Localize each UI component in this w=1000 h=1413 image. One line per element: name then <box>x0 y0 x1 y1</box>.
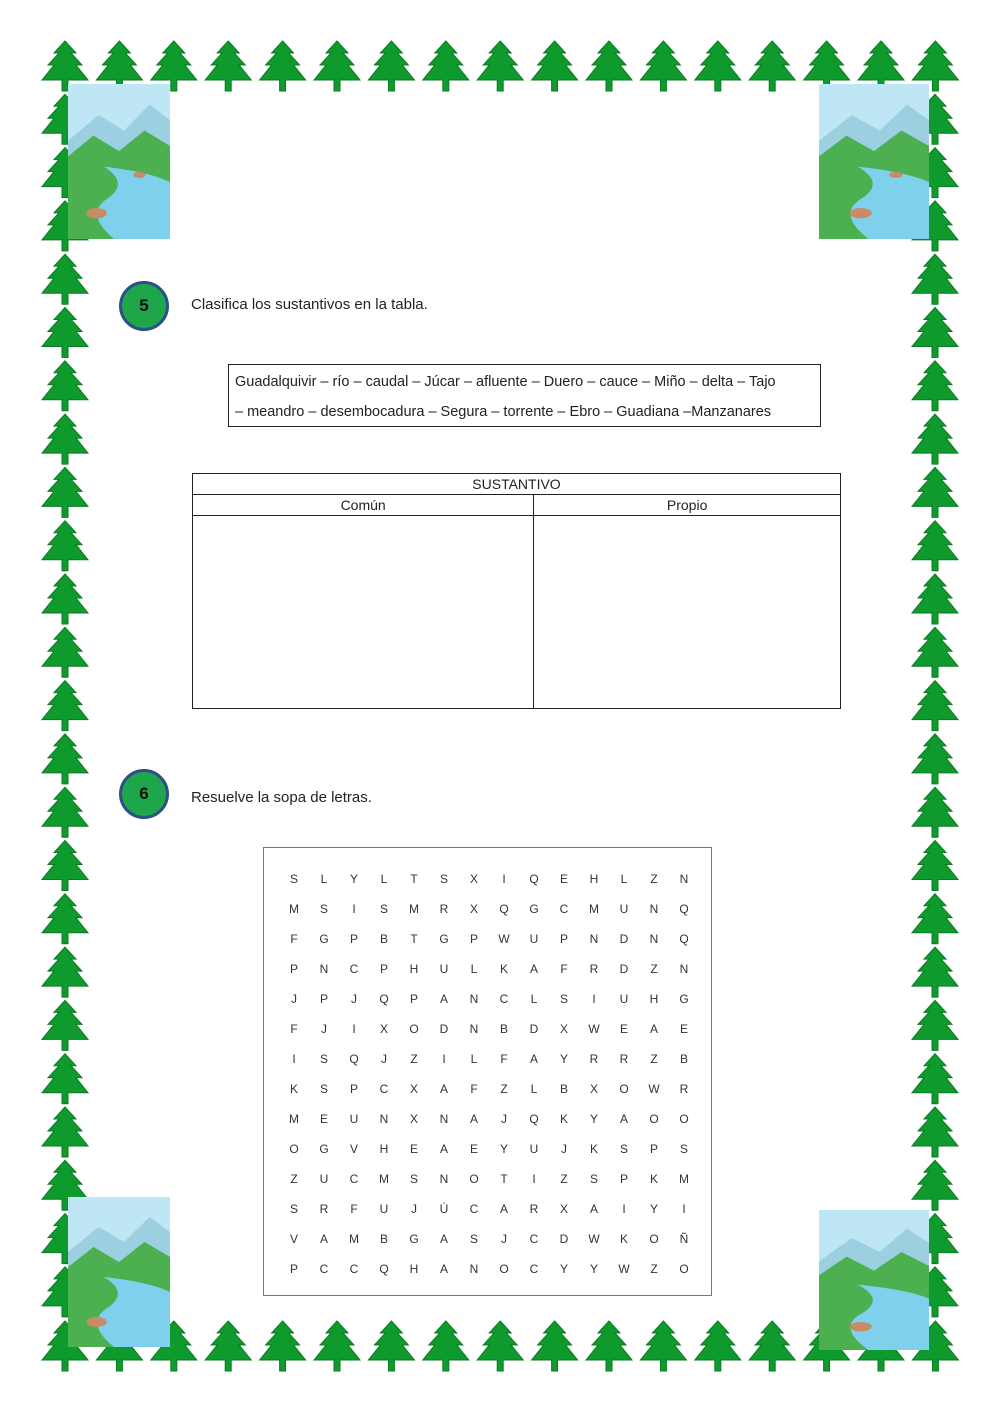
pine-tree-icon <box>586 1321 632 1371</box>
word-search-letter[interactable]: G <box>439 932 449 946</box>
word-search-letter[interactable]: K <box>559 1112 568 1126</box>
word-search-letter[interactable]: N <box>469 1022 479 1036</box>
word-search-letter[interactable]: Z <box>410 1052 418 1066</box>
word-search-letter[interactable]: S <box>289 1202 298 1216</box>
pine-tree-icon <box>912 308 958 358</box>
word-search-letter[interactable]: D <box>559 1232 569 1246</box>
pine-tree-icon <box>42 1054 88 1104</box>
word-search-letter[interactable]: U <box>619 902 629 916</box>
word-bank-box <box>228 364 821 427</box>
pine-tree-icon <box>912 521 958 571</box>
word-search-letter[interactable]: J <box>291 992 297 1006</box>
pine-tree-icon <box>42 1107 88 1157</box>
word-search-letter[interactable]: A <box>649 1022 658 1036</box>
pine-tree-icon <box>423 1321 469 1371</box>
pine-tree-icon <box>912 254 958 304</box>
word-search-letter[interactable]: P <box>379 962 388 976</box>
word-search-letter[interactable]: M <box>409 902 419 916</box>
word-search-letter[interactable]: B <box>379 1232 388 1246</box>
word-search-letter[interactable]: N <box>649 902 659 916</box>
word-search-letter[interactable]: T <box>410 872 418 886</box>
word-search-letter[interactable]: E <box>319 1112 328 1126</box>
word-search-letter[interactable]: Z <box>500 1082 508 1096</box>
word-search-letter[interactable]: S <box>619 1142 628 1156</box>
word-search-letter[interactable]: X <box>379 1022 388 1036</box>
column-header-propio: Propio <box>534 495 841 516</box>
word-search-letter[interactable]: R <box>529 1202 539 1216</box>
pine-tree-icon <box>912 627 958 677</box>
word-search-letter[interactable]: N <box>439 1172 449 1186</box>
pine-tree-icon <box>532 41 578 91</box>
word-search-letter[interactable]: P <box>289 1262 298 1276</box>
word-search-letter[interactable]: C <box>349 962 359 976</box>
word-search-letter[interactable]: P <box>349 932 358 946</box>
word-search-puzzle <box>263 847 712 1296</box>
word-search-letter[interactable]: G <box>319 932 329 946</box>
word-search-letter[interactable]: P <box>319 992 328 1006</box>
column-header-comun: Común <box>193 495 534 516</box>
word-search-letter[interactable]: M <box>589 902 599 916</box>
word-search-letter[interactable]: C <box>529 1262 539 1276</box>
corner-landscape-top-left <box>68 84 170 239</box>
word-search-letter[interactable]: L <box>620 872 628 886</box>
pine-tree-icon <box>42 841 88 891</box>
answer-cell-comun[interactable] <box>193 516 534 709</box>
word-search-letter[interactable]: G <box>319 1142 329 1156</box>
word-search-letter[interactable]: A <box>439 1142 448 1156</box>
word-search-letter[interactable]: K <box>649 1172 658 1186</box>
pine-tree-icon <box>912 361 958 411</box>
word-search-letter[interactable]: L <box>470 962 478 976</box>
answer-cell-propio[interactable] <box>534 516 841 709</box>
word-search-letter[interactable]: Q <box>379 992 389 1006</box>
word-search-letter[interactable]: J <box>561 1142 567 1156</box>
pine-tree-icon <box>260 41 306 91</box>
word-search-letter[interactable]: X <box>409 1112 418 1126</box>
pine-tree-icon <box>42 521 88 571</box>
word-search-letter[interactable]: O <box>619 1082 629 1096</box>
word-search-letter[interactable]: A <box>469 1112 478 1126</box>
word-search-letter[interactable]: E <box>409 1142 418 1156</box>
word-search-letter[interactable]: O <box>679 1112 689 1126</box>
corner-landscape-bottom-left <box>68 1197 170 1347</box>
pine-tree-icon <box>314 41 360 91</box>
pine-tree-icon <box>912 1160 958 1210</box>
pine-tree-icon <box>912 1054 958 1104</box>
pine-tree-icon <box>532 1321 578 1371</box>
word-search-letter[interactable]: D <box>619 962 629 976</box>
word-search-letter[interactable]: B <box>379 932 388 946</box>
exercise-6-instruction: Resuelve la sopa de letras. <box>191 789 372 806</box>
word-search-letter[interactable]: Y <box>499 1142 508 1156</box>
word-search-letter[interactable]: S <box>439 872 448 886</box>
word-search-letter[interactable]: E <box>559 872 568 886</box>
word-search-letter[interactable]: Z <box>650 1262 658 1276</box>
word-search-letter[interactable]: F <box>470 1082 478 1096</box>
word-search-letter[interactable]: J <box>351 992 357 1006</box>
word-search-letter[interactable]: P <box>349 1082 358 1096</box>
word-search-letter[interactable]: I <box>502 872 506 886</box>
word-search-letter[interactable]: I <box>592 992 596 1006</box>
word-search-letter[interactable]: C <box>379 1082 389 1096</box>
corner-landscape-bottom-right <box>819 1210 929 1350</box>
word-search-letter[interactable]: F <box>350 1202 358 1216</box>
word-search-letter[interactable]: K <box>619 1232 628 1246</box>
word-search-letter[interactable]: A <box>319 1232 328 1246</box>
word-search-letter[interactable]: Ñ <box>679 1232 689 1246</box>
pine-tree-icon <box>477 1321 523 1371</box>
word-search-letter[interactable]: S <box>409 1172 418 1186</box>
word-search-letter[interactable]: N <box>319 962 329 976</box>
word-search-letter[interactable]: O <box>649 1232 659 1246</box>
pine-tree-icon <box>423 41 469 91</box>
word-search-letter[interactable]: P <box>559 932 568 946</box>
pine-tree-icon <box>640 41 686 91</box>
word-search-letter[interactable]: P <box>619 1172 628 1186</box>
word-search-letter[interactable]: Q <box>679 902 689 916</box>
word-search-letter[interactable]: O <box>679 1262 689 1276</box>
exercise-6-badge <box>119 769 169 819</box>
word-search-letter[interactable]: J <box>501 1112 507 1126</box>
word-search-letter[interactable]: S <box>319 1052 328 1066</box>
word-search-letter[interactable]: T <box>410 932 418 946</box>
pine-tree-icon <box>42 414 88 464</box>
word-search-letter[interactable]: Z <box>290 1172 298 1186</box>
word-search-letter[interactable]: S <box>559 992 568 1006</box>
word-search-letter[interactable]: M <box>349 1232 359 1246</box>
word-search-letter[interactable]: A <box>619 1112 628 1126</box>
word-search-letter[interactable]: X <box>559 1022 568 1036</box>
pine-tree-icon <box>749 41 795 91</box>
word-search-letter[interactable]: N <box>589 932 599 946</box>
word-search-letter[interactable]: M <box>379 1172 389 1186</box>
word-search-letter[interactable]: L <box>530 1082 538 1096</box>
word-search-letter[interactable]: N <box>379 1112 389 1126</box>
pine-tree-icon <box>912 414 958 464</box>
pine-tree-icon <box>42 947 88 997</box>
word-search-letter[interactable]: Q <box>349 1052 359 1066</box>
word-search-letter[interactable]: P <box>289 962 298 976</box>
pine-tree-icon <box>42 574 88 624</box>
pine-tree-icon <box>912 467 958 517</box>
word-search-letter[interactable]: G <box>679 992 689 1006</box>
table-title: SUSTANTIVO <box>193 474 841 495</box>
pine-tree-icon <box>912 947 958 997</box>
word-search-letter[interactable]: L <box>530 992 538 1006</box>
word-search-letter[interactable]: Y <box>559 1052 568 1066</box>
pine-tree-icon <box>912 841 958 891</box>
pine-tree-icon <box>42 894 88 944</box>
pine-tree-icon <box>912 1107 958 1157</box>
word-search-letter[interactable]: Z <box>650 1052 658 1066</box>
pine-tree-icon <box>205 1321 251 1371</box>
word-search-letter[interactable]: C <box>319 1262 329 1276</box>
word-search-letter[interactable]: N <box>679 872 689 886</box>
word-search-letter[interactable]: B <box>559 1082 568 1096</box>
word-search-letter[interactable]: I <box>292 1052 296 1066</box>
word-bank-line-2: – meandro – desembocadura – Segura – torrente – Ebro – Guadiana –Manzanares <box>235 404 772 420</box>
word-search-letter[interactable]: X <box>469 872 478 886</box>
word-search-letter[interactable]: C <box>529 1232 539 1246</box>
pine-tree-icon <box>42 361 88 411</box>
word-search-letter[interactable]: Y <box>559 1262 568 1276</box>
pine-tree-icon <box>477 41 523 91</box>
word-search-letter[interactable]: H <box>409 962 419 976</box>
word-search-letter[interactable]: A <box>439 1262 448 1276</box>
word-search-letter[interactable]: X <box>469 902 478 916</box>
word-search-letter[interactable]: W <box>588 1232 600 1246</box>
word-search-letter[interactable]: C <box>499 992 509 1006</box>
exercise-5-instruction: Clasifica los sustantivos en la tabla. <box>191 296 428 313</box>
word-search-letter[interactable]: D <box>619 932 629 946</box>
pine-tree-icon <box>695 1321 741 1371</box>
pine-tree-icon <box>912 1000 958 1050</box>
word-search-letter[interactable]: X <box>409 1082 418 1096</box>
word-search-letter[interactable]: H <box>649 992 659 1006</box>
word-search-letter[interactable]: U <box>349 1112 359 1126</box>
word-search-letter[interactable]: C <box>559 902 569 916</box>
word-search-letter[interactable]: M <box>679 1172 689 1186</box>
word-search-letter[interactable]: Q <box>379 1262 389 1276</box>
word-search-letter[interactable]: D <box>529 1022 539 1036</box>
word-search-letter[interactable]: S <box>319 1082 328 1096</box>
word-search-letter[interactable]: C <box>349 1172 359 1186</box>
pine-tree-icon <box>586 41 632 91</box>
word-search-letter[interactable]: O <box>499 1262 509 1276</box>
word-search-letter[interactable]: O <box>289 1142 299 1156</box>
word-search-letter[interactable]: F <box>500 1052 508 1066</box>
pine-tree-icon <box>640 1321 686 1371</box>
word-search-letter[interactable]: R <box>589 1052 599 1066</box>
word-search-letter[interactable]: R <box>679 1082 689 1096</box>
word-search-letter[interactable]: U <box>529 932 539 946</box>
word-search-letter[interactable]: M <box>289 1112 299 1126</box>
word-search-letter[interactable]: G <box>409 1232 419 1246</box>
word-search-letter[interactable]: H <box>589 872 599 886</box>
word-search-letter[interactable]: P <box>469 932 478 946</box>
word-search-letter[interactable]: A <box>589 1202 598 1216</box>
word-search-letter[interactable]: L <box>470 1052 478 1066</box>
word-search-letter[interactable]: A <box>529 1052 538 1066</box>
word-search-letter[interactable]: I <box>352 902 356 916</box>
word-search-letter[interactable]: S <box>379 902 388 916</box>
word-search-letter[interactable]: J <box>501 1232 507 1246</box>
word-search-letter[interactable]: I <box>682 1202 686 1216</box>
word-search-letter[interactable]: X <box>589 1082 598 1096</box>
word-search-letter[interactable]: O <box>409 1022 419 1036</box>
word-search-letter[interactable]: D <box>439 1022 449 1036</box>
pine-tree-icon <box>205 41 251 91</box>
word-search-letter[interactable]: E <box>619 1022 628 1036</box>
word-search-letter[interactable]: E <box>469 1142 478 1156</box>
pine-tree-icon <box>912 894 958 944</box>
exercise-6-number: 6 <box>139 784 149 803</box>
pine-tree-icon <box>695 41 741 91</box>
pine-tree-icon <box>912 787 958 837</box>
word-search-letter[interactable]: K <box>499 962 508 976</box>
word-search-letter[interactable]: Y <box>589 1112 598 1126</box>
word-search-letter[interactable]: Y <box>589 1262 598 1276</box>
pine-tree-icon <box>314 1321 360 1371</box>
word-search-letter[interactable]: F <box>290 1022 298 1036</box>
word-search-letter[interactable]: S <box>289 872 298 886</box>
pine-tree-icon <box>912 574 958 624</box>
word-search-letter[interactable]: W <box>498 932 510 946</box>
word-search-letter[interactable]: N <box>649 932 659 946</box>
pine-tree-icon <box>42 787 88 837</box>
word-search-letter[interactable]: Z <box>560 1172 568 1186</box>
noun-classification-table <box>192 473 841 709</box>
word-search-letter[interactable]: U <box>619 992 629 1006</box>
word-search-letter[interactable]: I <box>622 1202 626 1216</box>
word-search-letter[interactable]: L <box>320 872 328 886</box>
word-search-grid <box>279 864 699 1284</box>
word-search-letter[interactable]: Y <box>349 872 358 886</box>
word-search-letter[interactable]: Y <box>649 1202 658 1216</box>
pine-tree-icon <box>42 681 88 731</box>
word-search-letter[interactable]: H <box>379 1142 389 1156</box>
word-search-letter[interactable]: R <box>439 902 449 916</box>
word-search-letter[interactable]: E <box>679 1022 688 1036</box>
word-search-letter[interactable]: A <box>439 1082 448 1096</box>
pine-tree-icon <box>912 734 958 784</box>
word-search-letter[interactable]: Z <box>650 962 658 976</box>
pine-tree-icon <box>368 1321 414 1371</box>
word-search-letter[interactable]: Ú <box>439 1202 449 1216</box>
corner-landscape-top-right <box>819 84 929 239</box>
word-search-letter[interactable]: J <box>381 1052 387 1066</box>
word-search-letter[interactable]: W <box>648 1082 660 1096</box>
word-search-letter[interactable]: O <box>469 1172 479 1186</box>
word-search-letter[interactable]: X <box>559 1202 568 1216</box>
word-search-letter[interactable]: Q <box>499 902 509 916</box>
pine-tree-icon <box>749 1321 795 1371</box>
word-search-letter[interactable]: V <box>349 1142 358 1156</box>
word-search-letter[interactable]: S <box>589 1172 598 1186</box>
word-search-letter[interactable]: Q <box>529 1112 539 1126</box>
pine-tree-icon <box>42 1000 88 1050</box>
word-search-letter[interactable]: U <box>379 1202 389 1216</box>
word-search-letter[interactable]: I <box>442 1052 446 1066</box>
word-search-letter[interactable]: Q <box>679 932 689 946</box>
word-search-letter[interactable]: R <box>319 1202 329 1216</box>
word-search-letter[interactable]: C <box>469 1202 479 1216</box>
word-search-letter[interactable]: W <box>588 1022 600 1036</box>
word-search-letter[interactable]: U <box>529 1142 539 1156</box>
word-search-letter[interactable]: K <box>289 1082 298 1096</box>
word-search-letter[interactable]: Z <box>650 872 658 886</box>
pine-tree-icon <box>42 308 88 358</box>
word-search-letter[interactable]: S <box>679 1142 688 1156</box>
pine-tree-icon <box>42 254 88 304</box>
word-search-letter[interactable]: B <box>679 1052 688 1066</box>
word-search-letter[interactable]: V <box>289 1232 298 1246</box>
word-search-letter[interactable]: F <box>290 932 298 946</box>
word-search-letter[interactable]: N <box>469 992 479 1006</box>
word-search-letter[interactable]: T <box>500 1172 508 1186</box>
word-search-letter[interactable]: A <box>439 992 448 1006</box>
word-search-letter[interactable]: S <box>319 902 328 916</box>
word-search-letter[interactable]: U <box>439 962 449 976</box>
word-search-letter[interactable]: K <box>589 1142 598 1156</box>
word-search-letter[interactable]: S <box>469 1232 478 1246</box>
word-search-letter[interactable]: U <box>319 1172 329 1186</box>
word-search-letter[interactable]: C <box>349 1262 359 1276</box>
exercise-5-badge <box>119 281 169 331</box>
word-search-letter[interactable]: A <box>529 962 538 976</box>
pine-tree-icon <box>42 627 88 677</box>
word-search-letter[interactable]: G <box>529 902 539 916</box>
word-search-letter[interactable]: N <box>679 962 689 976</box>
word-search-letter[interactable]: P <box>409 992 418 1006</box>
word-search-letter[interactable]: R <box>619 1052 629 1066</box>
word-search-letter[interactable]: N <box>469 1262 479 1276</box>
pine-tree-icon <box>42 734 88 784</box>
word-search-letter[interactable]: H <box>409 1262 419 1276</box>
word-search-letter[interactable]: Q <box>529 872 539 886</box>
word-search-letter[interactable]: R <box>589 962 599 976</box>
pine-tree-icon <box>368 41 414 91</box>
pine-tree-icon <box>912 681 958 731</box>
exercise-5-number: 5 <box>139 296 149 315</box>
word-search-letter[interactable]: W <box>618 1262 630 1276</box>
word-search-letter[interactable]: N <box>439 1112 449 1126</box>
word-bank-line-1: Guadalquivir – río – caudal – Júcar – afluente – Duero – cauce – Miño – delta – Tajo <box>235 374 776 390</box>
word-search-letter[interactable]: J <box>411 1202 417 1216</box>
word-search-letter[interactable]: A <box>439 1232 448 1246</box>
pine-tree-icon <box>42 467 88 517</box>
word-search-letter[interactable]: M <box>289 902 299 916</box>
word-search-letter[interactable]: B <box>499 1022 508 1036</box>
word-search-letter[interactable]: I <box>532 1172 536 1186</box>
word-search-letter[interactable]: F <box>560 962 568 976</box>
word-search-letter[interactable]: J <box>321 1022 327 1036</box>
word-search-letter[interactable]: A <box>499 1202 508 1216</box>
pine-tree-icon <box>260 1321 306 1371</box>
word-search-letter[interactable]: O <box>649 1112 659 1126</box>
word-search-letter[interactable]: I <box>352 1022 356 1036</box>
word-search-letter[interactable]: P <box>649 1142 658 1156</box>
word-search-letter[interactable]: L <box>380 872 388 886</box>
